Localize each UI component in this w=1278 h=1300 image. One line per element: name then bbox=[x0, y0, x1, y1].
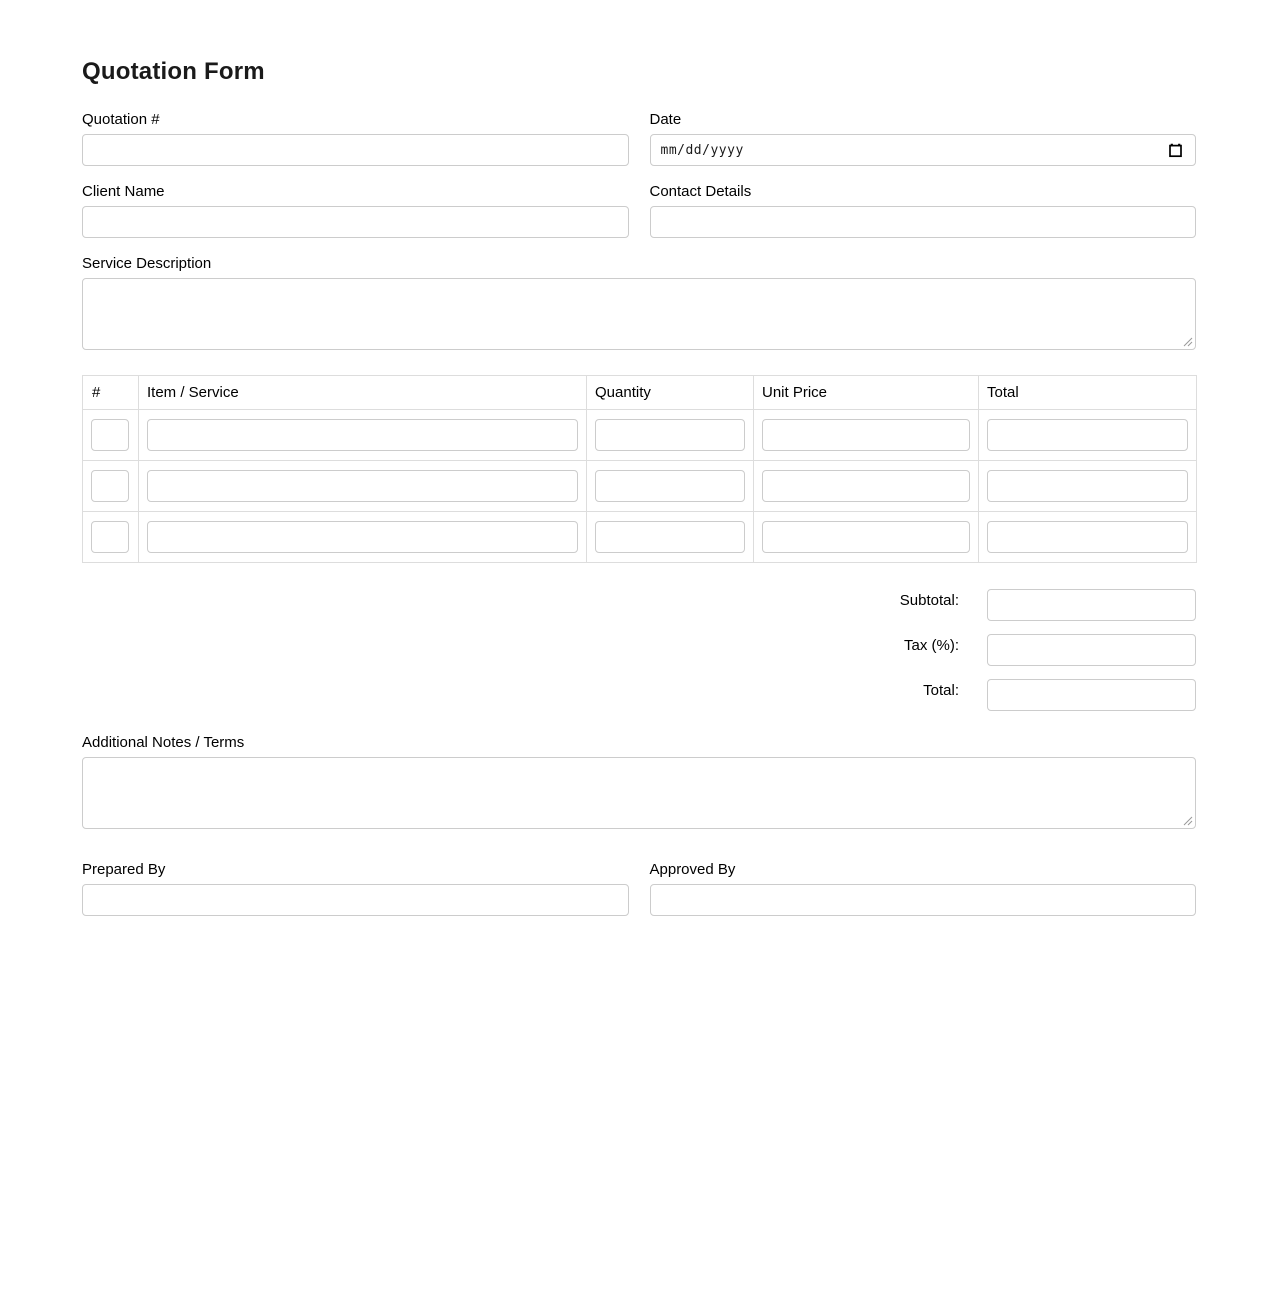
client-name-group bbox=[82, 183, 629, 238]
row2-number-input[interactable] bbox=[91, 470, 129, 502]
row2-total-input[interactable] bbox=[987, 470, 1188, 502]
subtotal-label: Subtotal: bbox=[899, 592, 959, 609]
tax-input[interactable] bbox=[987, 634, 1196, 666]
row3-total-input[interactable] bbox=[987, 521, 1188, 553]
row-quotation-date bbox=[82, 111, 1196, 166]
total-row bbox=[82, 679, 1196, 711]
contact-details-input[interactable] bbox=[650, 206, 1197, 238]
form-container bbox=[82, 0, 1196, 916]
total-label: Total: bbox=[923, 682, 959, 699]
textarea-resize-grip[interactable] bbox=[1182, 815, 1193, 826]
service-description-group bbox=[82, 255, 1196, 350]
date-label: Date bbox=[649, 111, 682, 128]
column-header-item-service: Item / Service bbox=[139, 376, 587, 410]
prepared-by-input[interactable] bbox=[82, 884, 629, 916]
row1-unit-price-input[interactable] bbox=[762, 419, 970, 451]
row1-number-input[interactable] bbox=[91, 419, 129, 451]
service-description-textarea[interactable] bbox=[82, 278, 1196, 350]
column-header-number: # bbox=[83, 376, 139, 410]
textarea-resize-grip[interactable] bbox=[1182, 336, 1193, 347]
row1-total-input[interactable] bbox=[987, 419, 1188, 451]
row2-quantity-input[interactable] bbox=[595, 470, 745, 502]
items-table bbox=[82, 375, 1197, 563]
tax-row bbox=[82, 634, 1196, 666]
page-title: Quotation Form bbox=[82, 58, 265, 85]
row1-quantity-input[interactable] bbox=[595, 419, 745, 451]
approved-by-input[interactable] bbox=[650, 884, 1197, 916]
notes-group bbox=[82, 734, 1196, 829]
date-input[interactable] bbox=[650, 134, 1197, 166]
items-table-header-row bbox=[83, 376, 1197, 410]
prepared-by-label: Prepared By bbox=[82, 861, 166, 878]
date-placeholder: mm/dd/yyyy bbox=[660, 142, 744, 158]
row2-item-input[interactable] bbox=[147, 470, 578, 502]
summary-section bbox=[82, 589, 1196, 711]
tax-label: Tax (%): bbox=[903, 637, 959, 654]
row2-unit-price-input[interactable] bbox=[762, 470, 970, 502]
column-header-quantity: Quantity bbox=[587, 376, 754, 410]
row3-quantity-input[interactable] bbox=[595, 521, 745, 553]
contact-details-label: Contact Details bbox=[649, 183, 752, 200]
row1-item-input[interactable] bbox=[147, 419, 578, 451]
notes-wrap bbox=[82, 757, 1196, 829]
table-row bbox=[83, 410, 1197, 461]
calendar-icon[interactable] bbox=[1168, 143, 1183, 158]
client-name-input[interactable] bbox=[82, 206, 629, 238]
column-header-unit-price: Unit Price bbox=[754, 376, 979, 410]
row3-item-input[interactable] bbox=[147, 521, 578, 553]
row3-number-input[interactable] bbox=[91, 521, 129, 553]
row-client-contact bbox=[82, 183, 1196, 238]
subtotal-input[interactable] bbox=[987, 589, 1196, 621]
client-name-label: Client Name bbox=[82, 183, 165, 200]
column-header-total: Total bbox=[979, 376, 1197, 410]
quotation-number-label: Quotation # bbox=[82, 111, 160, 128]
prepared-by-group bbox=[82, 861, 629, 916]
approved-by-group bbox=[650, 861, 1197, 916]
service-description-wrap bbox=[82, 278, 1196, 350]
quotation-number-group bbox=[82, 111, 629, 166]
quotation-number-input[interactable] bbox=[82, 134, 629, 166]
service-description-label: Service Description bbox=[82, 255, 212, 272]
subtotal-row bbox=[82, 589, 1196, 621]
notes-textarea[interactable] bbox=[82, 757, 1196, 829]
date-group bbox=[650, 111, 1197, 166]
notes-label: Additional Notes / Terms bbox=[82, 734, 245, 751]
table-row bbox=[83, 512, 1197, 563]
row-signatures bbox=[82, 861, 1196, 916]
total-input[interactable] bbox=[987, 679, 1196, 711]
approved-by-label: Approved By bbox=[649, 861, 736, 878]
table-row bbox=[83, 461, 1197, 512]
row3-unit-price-input[interactable] bbox=[762, 521, 970, 553]
contact-details-group bbox=[650, 183, 1197, 238]
